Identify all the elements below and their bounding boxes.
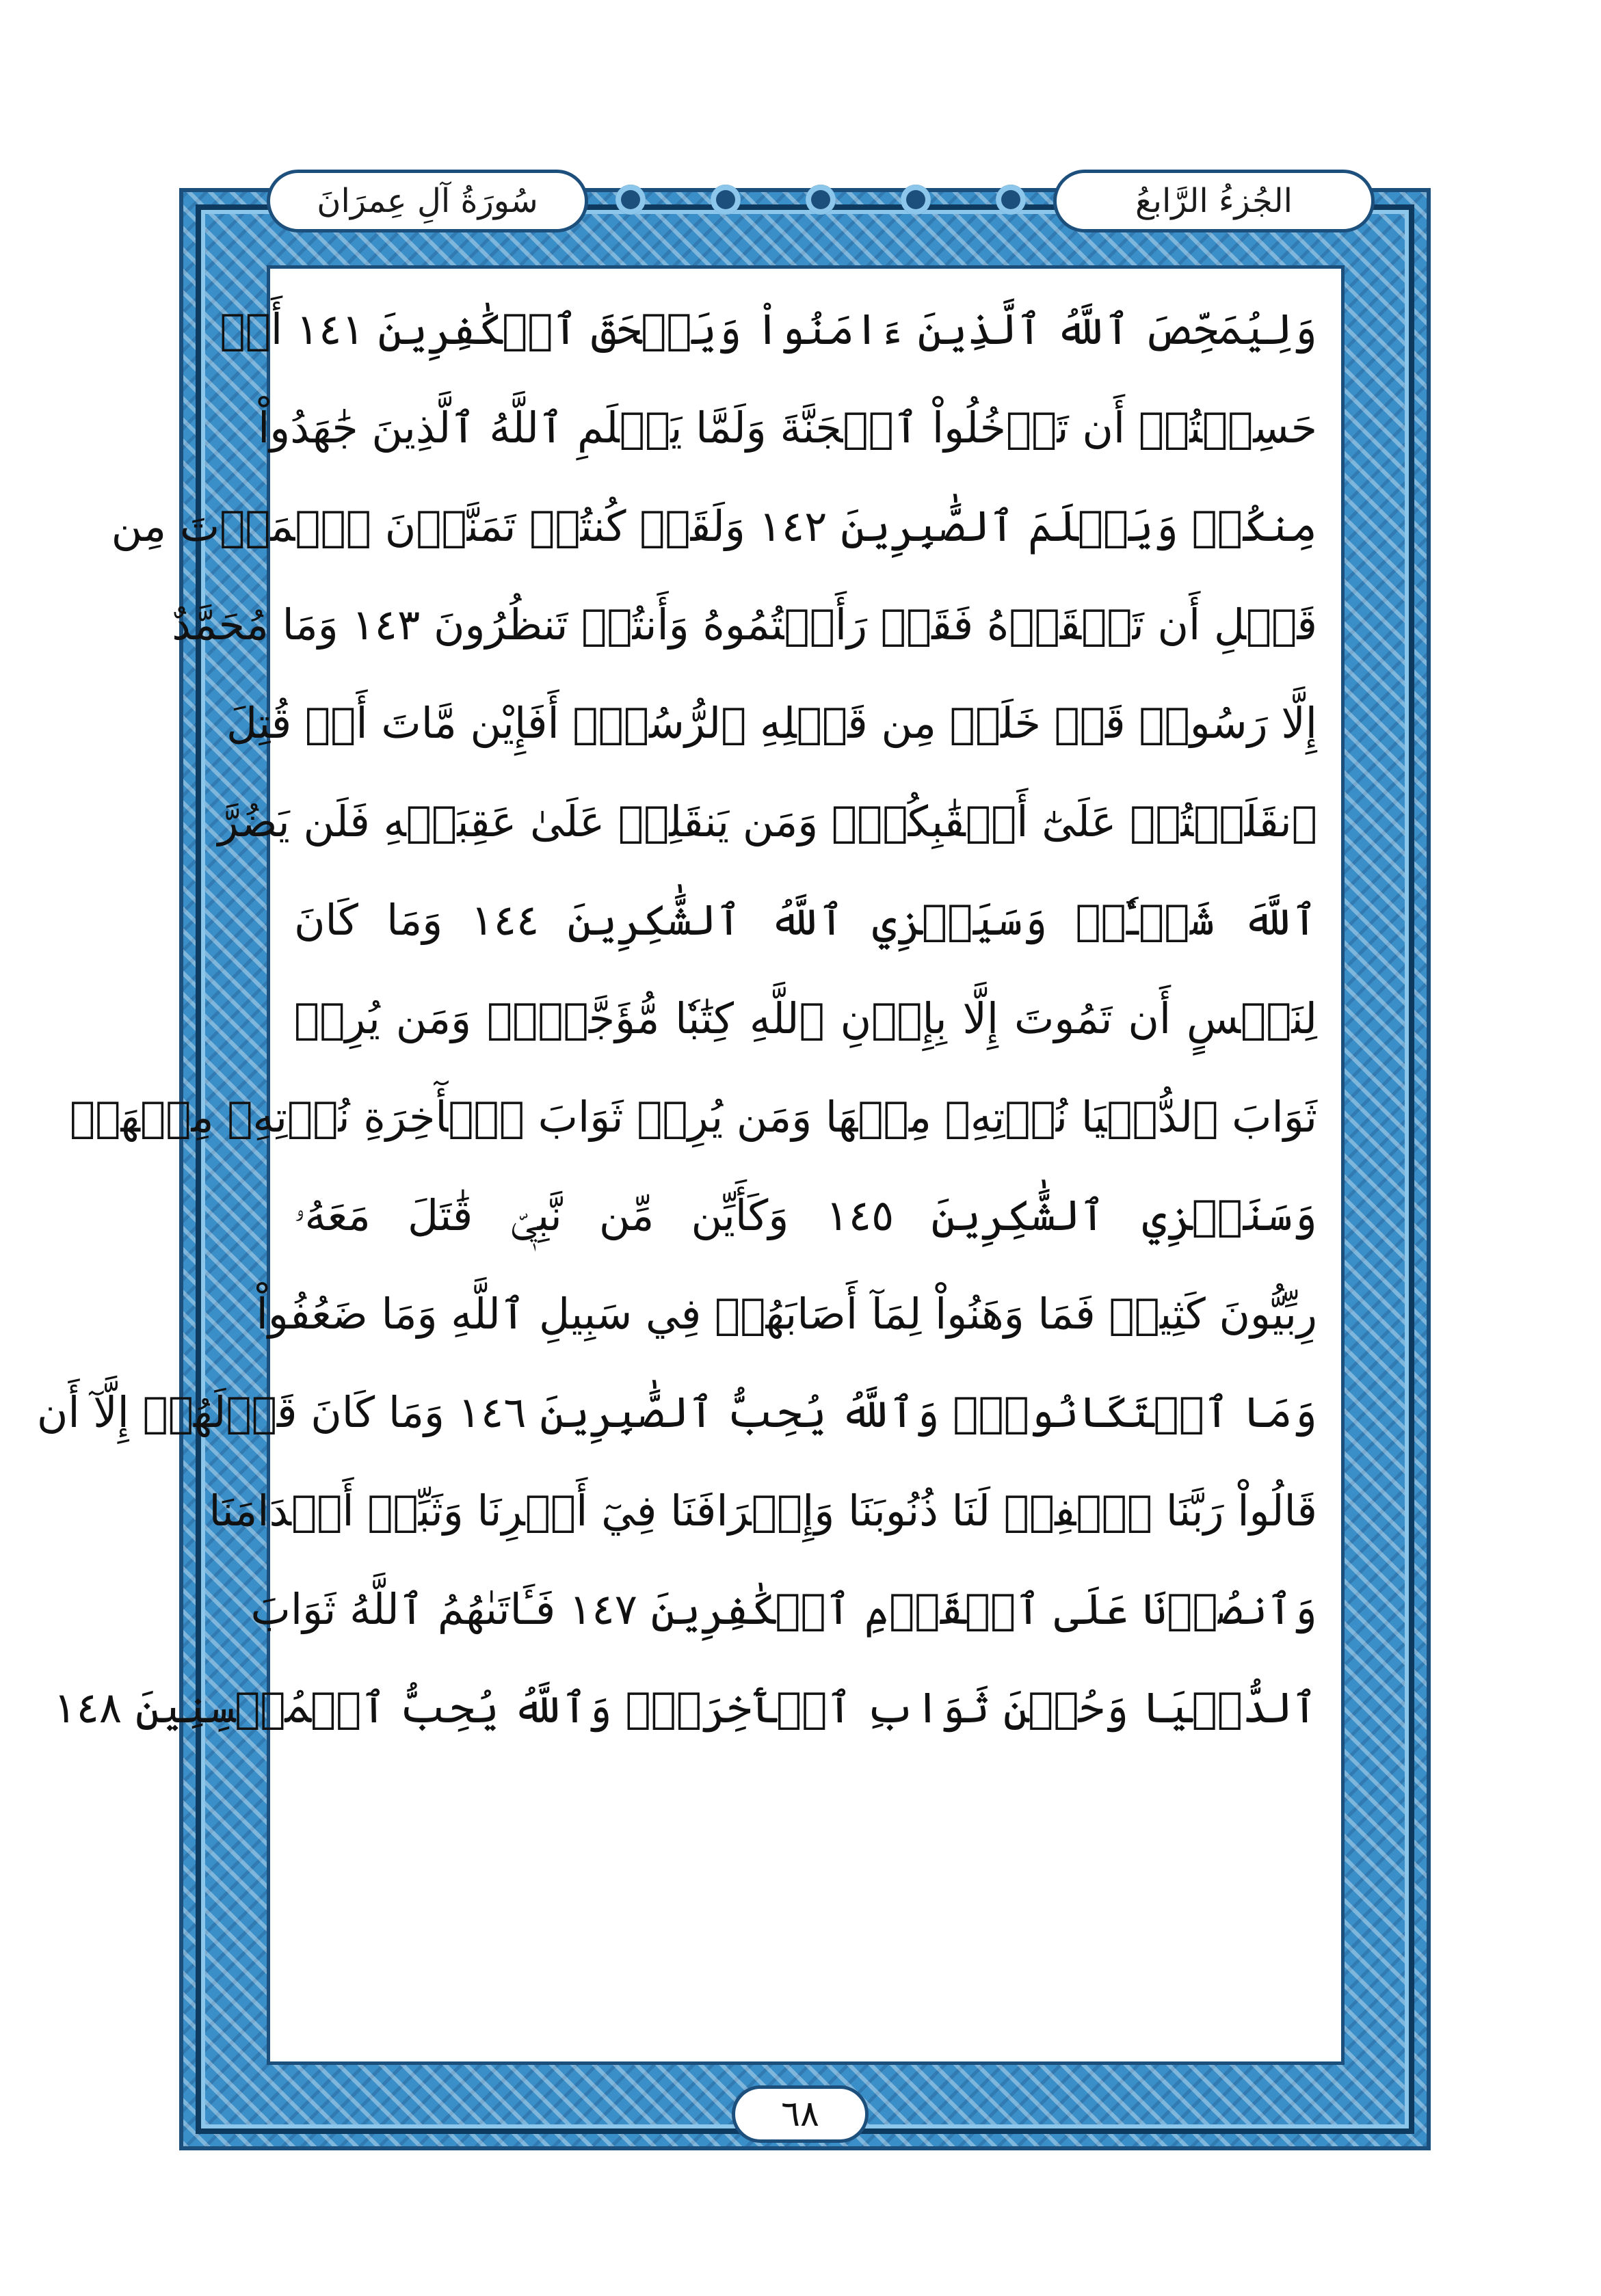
text-line: حَسِبۡتُمۡ أَن تَدۡخُلُواْ ٱلۡجَنَّةَ وَلَمَّا يَعۡلَمِ ٱللَّهُ ٱلَّذِينَ جَٰهَدُواْ [258,403,1317,453]
text-line: ٱنقَلَبۡتُمۡ عَلَىٰٓ أَعۡقَٰبِكُمۡۚ وَمَن يَنقَلِبۡ عَلَىٰ عَقِبَيۡهِ فَلَن يَضُرَّ [217,797,1317,846]
surah-header [267,170,588,232]
ornament-icon [711,185,741,215]
ornament-icon [616,185,646,215]
text-line: ٱلدُّنۡيَا وَحُسۡنَ ثَوَابِ ٱلۡأٓخِرَةِۗ وَٱللَّهُ يُحِبُّ ٱلۡمُحۡسِنِينَ ١٤٨ [53,1683,1317,1733]
page-number-label: ٦٨ [781,2094,819,2135]
ornament-icon [996,185,1026,215]
ornament-icon [806,185,836,215]
text-line: ٱللَّهَ شَيۡـٔٗاۗ وَسَيَجۡزِي ٱللَّهُ ٱلشَّٰكِرِينَ ١٤٤ وَمَا كَانَ [294,895,1317,945]
surah-label: سُورَةُ آلِ عِمرَانَ [317,182,538,220]
juz-header [1053,170,1375,232]
text-line: ثَوَابَ ٱلدُّنۡيَا نُؤۡتِهِۦ مِنۡهَا وَمَن يُرِدۡ ثَوَابَ ٱلۡأٓخِرَةِ نُؤۡتِهِۦ مِنۡهَاۚ [70,1092,1317,1142]
ornament-icon [901,185,931,215]
text-line: لِنَفۡسٍ أَن تَمُوتَ إِلَّا بِإِذۡنِ ٱللَّهِ كِتَٰبٗا مُّؤَجَّلٗاۗ وَمَن يُرِدۡ [294,993,1317,1043]
text-line: قَالُواْ رَبَّنَا ٱغۡفِرۡ لَنَا ذُنُوبَنَا وَإِسۡرَافَنَا فِيٓ أَمۡرِنَا وَثَبِّتۡ أَقۡدَامَنَا [209,1486,1317,1536]
text-line: مِنكُمۡ وَيَعۡلَمَ ٱلصَّٰبِرِينَ ١٤٢ وَلَقَدۡ كُنتُمۡ تَمَنَّوۡنَ ٱلۡمَوۡتَ مِن [111,501,1317,551]
text-line: وَمَا ٱسۡتَكَانُواْۗ وَٱللَّهُ يُحِبُّ ٱلصَّٰبِرِينَ ١٤٦ وَمَا كَانَ قَوۡلَهُمۡ إِلَّآ أَن [36,1387,1317,1437]
text-line: وَسَنَجۡزِي ٱلشَّٰكِرِينَ ١٤٥ وَكَأَيِّن مِّن نَّبِيّٖ قَٰتَلَ مَعَهُۥ [294,1190,1317,1240]
text-line: رِبِّيُّونَ كَثِيرٞ فَمَا وَهَنُواْ لِمَآ أَصَابَهُمۡ فِي سَبِيلِ ٱللَّهِ وَمَا ضَعُفُواْ [256,1289,1317,1339]
text-line: وَلِيُمَحِّصَ ٱللَّهُ ٱلَّذِينَ ءَامَنُواْ وَيَمۡحَقَ ٱلۡكَٰفِرِينَ ١٤١ أَمۡ [220,304,1317,354]
text-line: قَبۡلِ أَن تَلۡقَوۡهُ فَقَدۡ رَأَيۡتُمُوهُ وَأَنتُمۡ تَنظُرُونَ ١٤٣ وَمَا مُحَمَّدٌ [172,600,1317,650]
juz-label: الجُزءُ الرَّابعُ [1135,182,1293,220]
text-line: وَٱنصُرۡنَا عَلَى ٱلۡقَوۡمِ ٱلۡكَٰفِرِينَ ١٤٧ فَـَٔاتَىٰهُمُ ٱللَّهُ ثَوَابَ [250,1584,1317,1634]
header-ornaments [616,179,1026,220]
text-line: إِلَّا رَسُولٞ قَدۡ خَلَتۡ مِن قَبۡلِهِ ٱلرُّسُلُۚ أَفَإِيْن مَّاتَ أَوۡ قُتِلَ [226,698,1317,748]
quran-text [36,280,1317,2058]
page-number [732,2085,869,2143]
